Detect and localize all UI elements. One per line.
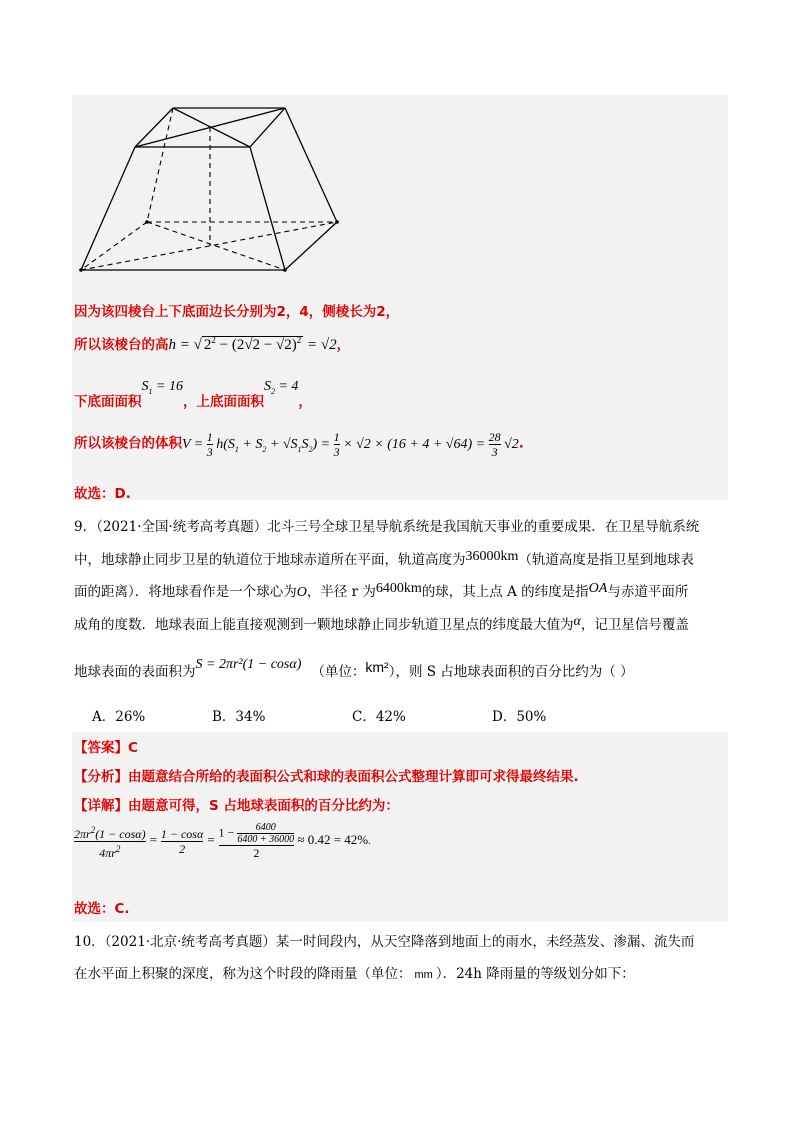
volume-formula: V = $\frac{1}{3}$ $h(S_1 + S_2 + √S_1S_2)$ = $\frac{1}{3}$ × √2 × (16 + 4 + √64) = $\frac{28}{3}$ √2: [182, 430, 519, 459]
ratio-result: ≈ 0.42 = 42%: [297, 831, 369, 847]
q9-text: ，记卫星信号覆盖: [580, 617, 689, 633]
q9-text: （单位：: [311, 664, 366, 680]
q9-text: 地球表面的表面积为: [74, 664, 196, 680]
orbit-height: 36000km: [465, 549, 519, 564]
q10-text: 在水平面上积聚的深度，称为这个时段的降雨量（单位：: [74, 966, 412, 982]
q9-text: 面的距离）．将地球看作是一个球心为: [74, 584, 297, 600]
solution-line-1: 因为该四棱台上下底面边长分别为2，4，侧棱长为2，: [74, 304, 400, 320]
answer-line: 【答案】C: [74, 740, 138, 756]
q9-line-3: [74, 580, 688, 601]
q9-text: 成角的度数．地球表面上能直接观测到一颗地球静止同步轨道卫星点的纬度最大值为: [74, 617, 574, 633]
segment-OA: OA: [588, 581, 608, 596]
option-d[interactable]: D．50%: [492, 709, 547, 725]
choose-line: 故选：C.: [74, 901, 130, 917]
q10-line-1: 10．（2021·北京·统考高考真题）某一时间段内，从天空降落到地面上的雨水，未经蒸发、渗漏、流失而: [74, 934, 695, 950]
q9-line-2: [74, 548, 694, 569]
option-c[interactable]: C．42%: [352, 709, 406, 725]
detail-line: 【详解】由题意可得，S 占地球表面积的百分比约为：: [74, 798, 399, 814]
q9-line-1: 9．（2021·全国·统考高考真题）北斗三号全球卫星导航系统是我国航天事业的重要成果．在卫星导航系统: [74, 519, 700, 535]
q9-text: ），则 S 占地球表面积的百分比约为（ ）: [388, 664, 634, 680]
solution-line-2: 所以该棱台的高h = √ $2^2 - (2√2 - √2)^2 = √2$，: [74, 335, 351, 353]
q10-text: ）．24h 降雨量的等级划分如下：: [435, 966, 635, 982]
q9-text: ，半径 r 为: [306, 584, 376, 600]
q9-line-5: [74, 657, 634, 681]
q9-line-4: [74, 613, 689, 634]
upper-area-label: ，上底面面积: [182, 394, 264, 410]
unit-km2: km²: [365, 659, 389, 675]
q10-line-2: [74, 962, 635, 982]
solution-line-3: [74, 380, 312, 410]
option-a[interactable]: A．26%: [92, 709, 146, 725]
height-formula: h = √ $2^2 - (2√2 - √2)^2 = √2$: [168, 335, 337, 353]
q9-text: 的球，其上点 A 的纬度是指: [421, 584, 589, 600]
comma: ，: [298, 394, 312, 410]
analysis-line: 【分析】由题意结合所给的表面积公式和球的表面积公式整理计算即可求得最终结果.: [74, 769, 579, 785]
q9-text: （轨道高度是指卫星到地球表: [518, 552, 694, 568]
unit-mm: mm: [414, 969, 433, 981]
alpha: α: [573, 614, 581, 629]
volume-label: 所以该棱台的体积: [74, 435, 182, 452]
solution-line-4: 所以该棱台的体积V = $\frac{1}{3}$ $h(S_1 + S_2 + √S_1S_2)$ = $\frac{1}{3}$ × √2 × (16 + 4 + √64) = $\frac{28}{3}$ √2.: [74, 430, 524, 459]
q9-text: 与赤道平面所: [607, 584, 689, 600]
frustum-figure: [75, 100, 345, 280]
surface-formula: S = 2πr²(1 − cosα): [195, 657, 302, 672]
lower-area-formula: $S_1 = 16$: [141, 379, 183, 396]
height-label: 所以该棱台的高: [74, 337, 169, 353]
center-O: O: [296, 585, 307, 600]
ratio-formula: $\frac{2\pi r^2(1 - \cos\alpha)}{4\pi r^2}$ = $\frac{1 - \cos\alpha}{2}$ = 1 − $\frac{6400}{6400 + 36000}$ 2 ≈ 0.42 = 42%.: [74, 822, 372, 860]
q9-text: 中，地球静止同步卫星的轨道位于地球赤道所在平面，轨道高度为: [74, 552, 466, 568]
earth-radius: 6400km: [375, 581, 422, 596]
solution-line-5: 故选：D.: [74, 486, 131, 502]
upper-area-formula: $S_2 = 4$: [263, 379, 299, 396]
lower-area-label: 下底面面积: [74, 394, 142, 410]
option-b[interactable]: B．34%: [212, 709, 266, 725]
